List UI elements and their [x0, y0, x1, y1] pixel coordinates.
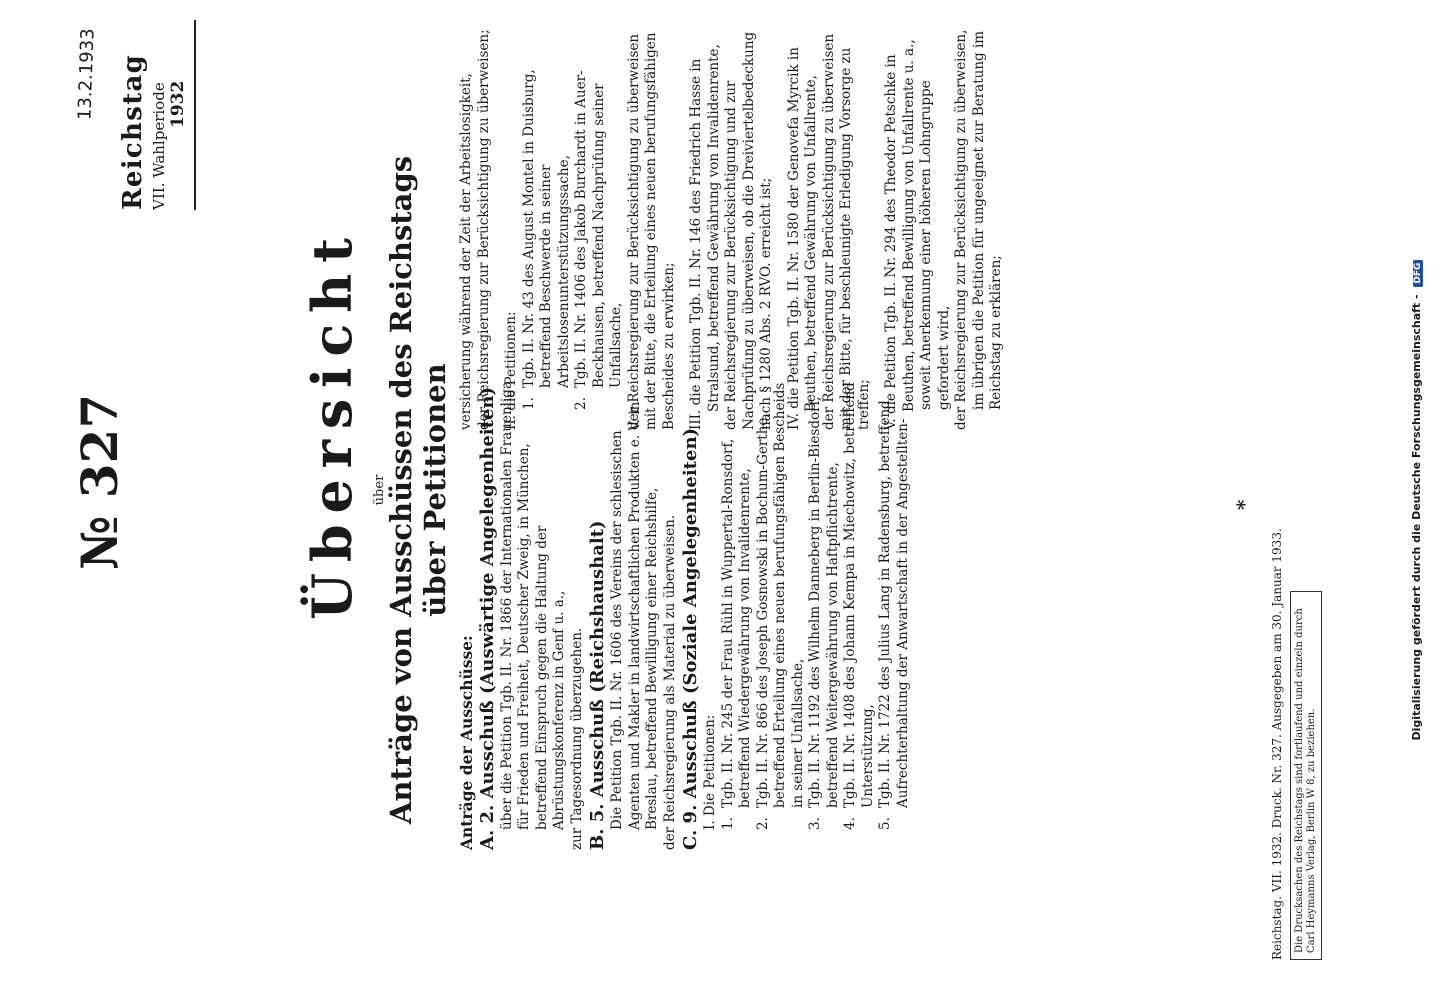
page-title: Übersicht — [300, 227, 364, 620]
item-number: 4. — [842, 817, 858, 830]
list-item — [573, 20, 626, 410]
iv-petition: IV. die Petition Tgb. II. Nr. 1580 der Genovefa Myrcik in Beuthen, betreffend Gewährung von Unfallrente, — [785, 47, 819, 430]
reichstag-masthead — [118, 0, 196, 210]
item-number: 2. — [754, 817, 771, 830]
ii-petition-list — [521, 20, 626, 430]
dfg-logo: DFG — [1413, 260, 1423, 287]
v-clause: soweit Anerkennung einer höheren Lohngruppe gefordert wird, — [918, 80, 952, 410]
continued-result: der Reichsregierung zur Berücksichtigung zu überweisen; — [475, 29, 492, 430]
title-connector: über — [372, 474, 387, 506]
committee-a2-result: zur Tagesordnung überzugehen. — [568, 627, 585, 850]
committee-b5-body: Die Petition Tgb. II. Nr. 1606 des Vereins der schlesischen Agenten und Makler in landwirtschaftlichen Produkten e. V. in Breslau, betreffend Bewilligung einer Reichshilfe, — [609, 401, 660, 830]
section-heading: Anträge der Ausschüsse: — [457, 635, 476, 850]
publisher-notice: Die Drucksachen des Reichstags sind fortlaufend und einzeln durch Carl Heymanns Verlag, Berlin W 8, zu beziehen. — [1290, 591, 1322, 960]
committee-c9-heading: C. 9. Ausschuß (Soziale Angelegenheiten) — [680, 427, 701, 850]
ii-result: der Reichsregierung zur Berücksichtigung zu überweisen mit der Bitte, die Erteilung eines neuen berufungsfähigen Bescheides zu erwirken; — [625, 32, 677, 430]
c9-petition-list — [720, 380, 913, 850]
list-item — [842, 380, 877, 830]
iii-petition: III. die Petition Tgb. II. Nr. 146 des Friedrich Hasse in Stralsund, betreffend Gewährung von Invalidenrente, — [688, 44, 722, 430]
asterisk-mark: * — [1232, 499, 1256, 510]
item-text: Tgb. II. Nr. 1406 des Jakob Burchardt in Auer-Beckhausen, betreffend Nachprüfung seiner Unfallsache, — [573, 70, 624, 388]
list-item — [755, 380, 808, 830]
v-petition: V. die Petition Tgb. II. Nr. 294 des Theodor Petschke in Beuthen, betreffend Bewilligung von Unfallrente u. a., — [883, 39, 917, 430]
item-text: Tgb. II. Nr. 1408 des Johann Kempa in Miechowitz, betreffend Unterstützung, — [842, 382, 876, 808]
committee-a2-body: über die Petition Tgb. II. Nr. 1866 der Internationalen Frauenliga für Frieden und Freiheit, Deutscher Zweig, in München, betreffend Einspruch gegen die Haltung der Abrüstungskonferenz in Genf u. a., — [498, 380, 567, 830]
iii-result: der Reichsregierung zur Berücksichtigung und zur Nachprüfung zu überweisen, ob die Dreiviertelbedeckung nach § 1280 Abs. 2 RVO. erreicht ist; — [723, 31, 774, 430]
reichstag-title: Reichstag — [118, 53, 148, 210]
item-text: Tgb. II. Nr. 1722 des Julius Lang in Radensburg, betreffend Aufrechterhaltung der Anwartschaft in der Angestellten- — [877, 400, 911, 808]
date-stamp: 13.2.1933 — [74, 28, 99, 121]
item-number: 1. — [520, 397, 537, 410]
wahlperiode-label: VII. Wahlperiode — [150, 82, 168, 210]
document-number: № 327 — [70, 393, 129, 570]
masthead-rule — [194, 20, 196, 210]
page-subtitle: Anträge von Ausschüssen des Reichstags über Petitionen — [384, 155, 452, 825]
item-text: Tgb. II. Nr. 1192 des Wilhelm Danneberg in Berlin-Biesdorf, betreffend Weitergewährung von Haftpflichtrente, — [807, 396, 841, 808]
list-item — [877, 380, 912, 830]
continued-text: versicherung während der Zeit der Arbeitslosigkeit, — [458, 73, 474, 430]
item-number: 1. — [719, 817, 736, 830]
item-text: Tgb. II. Nr. 866 des Joseph Gosnowski in Bochum-Gerthe, betreffend Erteilung eines neuen berufungsfähigen Bescheids in seiner Unfallsache, — [754, 382, 806, 808]
committee-b5-heading: B. 5. Ausschuß (Reichshaushalt) — [587, 520, 608, 850]
list-item — [521, 20, 574, 410]
item-text: Tgb. II. Nr. 245 der Frau Rühl in Wuppertal-Ronsdorf, betreffend Wiedergewährung von Invalidenrente, — [719, 438, 753, 808]
item-number: 3. — [807, 817, 823, 830]
iv-result: der Reichsregierung zur Berücksichtigung zu überweisen mit der Bitte, für beschleunigte Erledigung Vorsorge zu treffen; — [820, 33, 872, 430]
left-column — [458, 380, 912, 850]
right-column — [458, 20, 1006, 430]
ii-intro: II. die Petitionen: — [503, 311, 519, 430]
item-number: 2. — [573, 397, 589, 410]
c9-intro: I. Die Petitionen: — [702, 714, 718, 830]
committee-a2-heading: A. 2. Ausschuß (Auswärtige Angelegenheiten) — [476, 386, 498, 850]
print-line: Reichstag. VII. 1932. Druck. Nr. 327. Ausgegeben am 30. Januar 1933. — [1270, 528, 1284, 960]
item-number: 5. — [877, 817, 893, 830]
item-text: Tgb. II. Nr. 43 des August Montel in Duisburg, betreffend Beschwerde in seiner Arbeitslosenunterstützungssache, — [520, 69, 572, 388]
list-item — [807, 380, 842, 830]
digitization-text: Digitalisierung gefördert durch die Deutsche Forschungsgemeinschaft - — [1410, 294, 1423, 741]
v-result-2: im übrigen die Petition für ungeeignet zur Beratung im Reichstag zu erklären; — [970, 30, 1004, 410]
committee-b5-result: der Reichsregierung als Material zu überweisen. — [661, 514, 678, 850]
year-label: 1932 — [168, 80, 188, 128]
list-item — [720, 380, 755, 830]
v-result: der Reichsregierung zur Berücksichtigung zu überweisen, — [953, 29, 969, 430]
digitization-notice — [1410, 0, 1423, 1000]
